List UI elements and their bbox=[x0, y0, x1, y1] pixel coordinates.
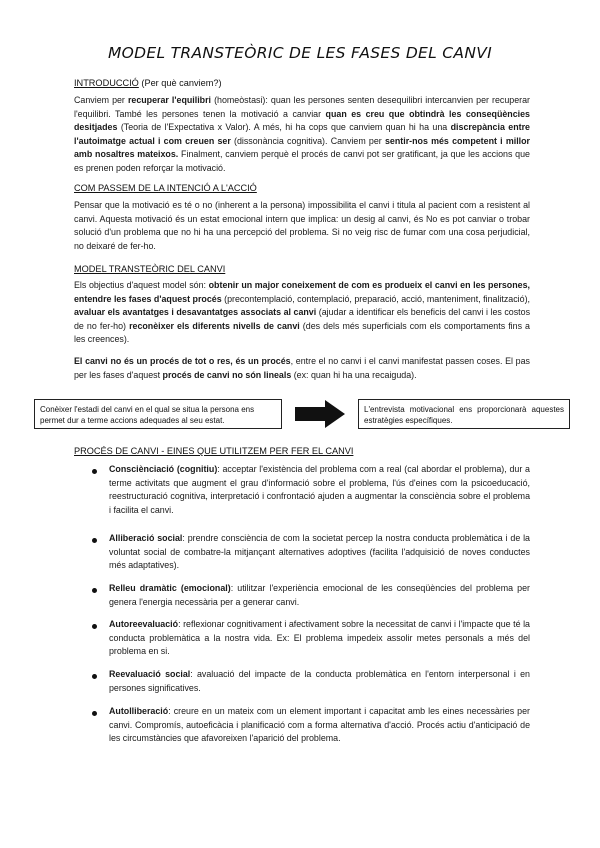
document-title: MODEL TRANSTEÒRIC DE LES FASES DEL CANVI bbox=[107, 44, 493, 62]
item-text: : reflexionar cognitivament i afectivament sobre la necessitat de canvi i l'impacte que té la conducta problemàtica a la nostra vida. Ex: El problema impedeix assolir metes personals a més del problema en si. bbox=[109, 619, 530, 657]
intro-text-5: Finalment, canviem perquè el procés de canvi pot ser gratificant, ja que les accions que es prenen poden reforçar la motivació. bbox=[74, 149, 530, 173]
model-bold-2: avaluar els avantatges i desavantatges associats al canvi bbox=[74, 307, 317, 318]
intro-text-2: (homeòstasi): quan les persones senten desequilibri intercanvien per recuperar l'equilibri. També les persones tenen la motivació a canviar bbox=[74, 95, 530, 119]
intro-bold-4: sentir-nos més competent i millor amb nosaltres mateixos. bbox=[74, 135, 531, 160]
model-bold-4: El canvi no és un procés de tot o res, és un procés bbox=[74, 356, 291, 366]
model-text-4: (des dels més superficials com els comportaments fins a les creences). bbox=[74, 320, 530, 345]
intro-heading-label: INTRODUCCIÓ bbox=[74, 78, 139, 88]
item-text: : acceptar l'existència del problema com a real (cal abordar el problema), dur a terme activitats que augment el grau d'informació sobre el problema, l'ús d'eines com la psicoeducació, reestructuració cognitiva, interpretació i confrontació ajuden a augmentar la consciència sobre el problema i facilita el canvi. bbox=[109, 464, 530, 515]
list-item bbox=[109, 668, 530, 695]
item-text: : prendre consciència de com la societat percep la nostra conducta problemàtica i de la voluntat social de combatre-la mitjançant alternatives adoptives (facilita l'adquisició de noves conductes més adaptatives). bbox=[109, 533, 530, 571]
model-paragraph bbox=[74, 279, 530, 347]
list-item bbox=[109, 532, 530, 573]
item-text: : creure en un mateix com un element important i capacitat amb les eines necessàries per canvi. Compromís, autoeficàcia i planificació com a forma alternativa d'acció. Procés actiu d'anticipació de les circumstàncies que afavoreixen l'aparició del problema. bbox=[109, 706, 530, 744]
model-heading-label: MODEL TRANSTEÒRIC DEL CANVI bbox=[74, 264, 226, 274]
intention-heading bbox=[74, 183, 257, 193]
stage-box: Conèixer l'estadi del canvi en el qual se situa la persona ens permet dur a terme accions adequades al seu estat. bbox=[34, 399, 282, 429]
list-item bbox=[109, 463, 530, 517]
model-text-2: (precontemplació, contemplació, preparació, acció, manteniment, finalització), bbox=[221, 293, 531, 304]
item-term: Alliberació social bbox=[109, 533, 183, 543]
model-text-1: Els objectius d'aquest model són: bbox=[74, 280, 209, 290]
interview-box: L'entrevista motivacional ens proporcionarà aquestes estratègies específiques. bbox=[358, 399, 570, 429]
bullet-icon bbox=[92, 711, 97, 716]
intention-heading-label: COM PASSEM DE LA INTENCIÓ A L'ACCIÓ bbox=[74, 183, 257, 193]
intro-text-4: (dissonància cognitiva). Canviem per bbox=[230, 135, 385, 146]
intro-bold-3: discrepància entre l'autoimatge actual i com creuen ser bbox=[74, 122, 530, 146]
list-item bbox=[109, 705, 530, 746]
bullet-icon bbox=[92, 624, 97, 629]
model-bold-3: reconèixer els diferents nivells de canvi bbox=[129, 320, 300, 331]
model-paragraph-2 bbox=[74, 355, 530, 382]
bullet-icon bbox=[92, 538, 97, 543]
item-text: : utilitzar l'experiència emocional de les conseqüències del problema per genera l'energia necessària per a generar canvi. bbox=[109, 583, 530, 607]
model-text-6: , entre el no canvi i el canvi manifestat passen coses. El pas per les fases d'aquest bbox=[74, 356, 530, 380]
item-term: Reevaluació social bbox=[109, 669, 191, 679]
intro-heading bbox=[74, 78, 222, 88]
bullet-icon bbox=[92, 588, 97, 593]
intro-heading-suffix: (Per què canviem?) bbox=[138, 78, 222, 88]
process-heading: PROCÉS DE CANVI - EINES QUE UTILITZEM PER FER EL CANVI bbox=[74, 446, 354, 456]
list-item bbox=[109, 582, 530, 609]
model-text-8: (ex: quan hi ha una recaiguda). bbox=[291, 369, 417, 380]
model-text-3: (ajudar a identificar els beneficis del canvi i les costos de no fer-ho) bbox=[74, 307, 531, 331]
list-item bbox=[109, 618, 530, 659]
right-arrow-icon bbox=[295, 400, 345, 428]
model-bold-1: obtenir un major coneixement de com es produeix el canvi en les persones, entendre les fases d'aquest procés bbox=[74, 280, 530, 304]
item-term: Autolliberació bbox=[109, 706, 169, 716]
item-term: Autoreevaluació bbox=[109, 619, 179, 629]
bullet-icon bbox=[92, 674, 97, 679]
model-heading bbox=[74, 264, 225, 274]
item-term: Consciènciació (cognitiu) bbox=[109, 464, 218, 474]
intro-bold-2: quan es creu que obtindrà les conseqüències desitjades bbox=[74, 108, 530, 133]
intention-paragraph: Pensar que la motivació es té o no (inherent a la persona) impossibilita el canvi i titula al pacient com a resistent al canvi. Aquesta motivació és un estat emocional intern que implica: un desig al canvi, és No es pot canviar o trobar solució d'un problema que no hi ha una percepció del problema. Si no veig risc de fumar com una cosa perjudicial, no deixaré de fer-ho. bbox=[74, 200, 530, 251]
intro-paragraph bbox=[74, 94, 530, 176]
item-term: Relleu dramàtic (emocional) bbox=[109, 583, 231, 593]
item-text: : avaluació del impacte de la conducta problemàtica en l'entorn interpersonal i en persones significatives. bbox=[109, 669, 530, 693]
bullet-icon bbox=[92, 469, 97, 474]
intro-bold-1: recuperar l'equilibri bbox=[127, 95, 212, 105]
intro-text-1: Canviem per bbox=[74, 95, 128, 105]
intro-text-3: (Teoria de l'Expectativa x Valor). A més, hi ha cops que canviem quan hi ha una bbox=[117, 122, 451, 133]
model-bold-5: procés de canvi no són lineals bbox=[162, 369, 292, 380]
